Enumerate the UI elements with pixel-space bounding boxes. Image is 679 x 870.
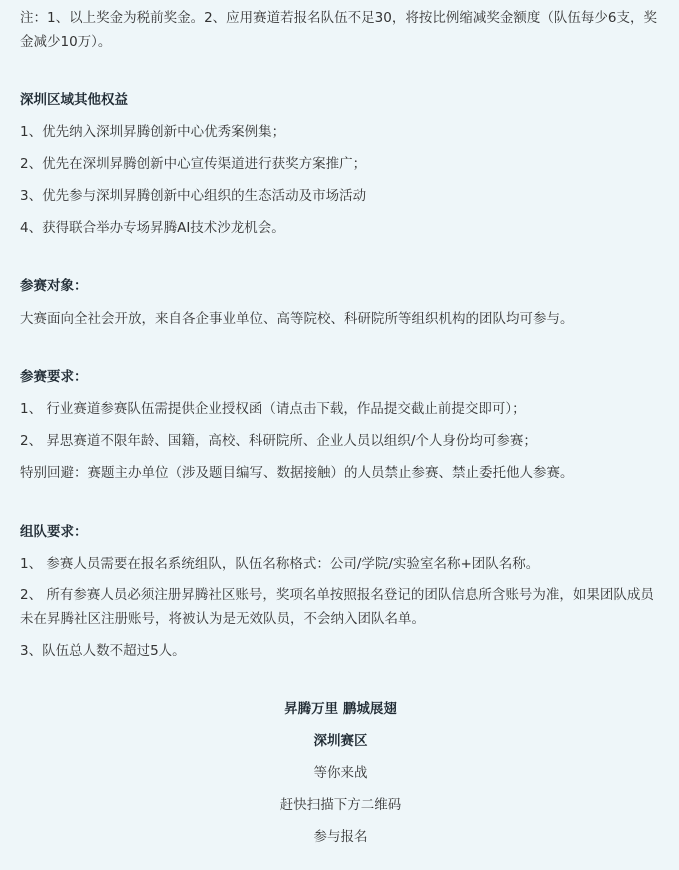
requirements-item-2: 2、 昇思赛道不限年龄、国籍，高校、科研院所、企业人员以组织/个人身份均可参赛； (20, 433, 537, 449)
team-item-1: 1、 参赛人员需要在报名系统组队，队伍名称格式：公司/学院/实验室名称+团队名称。 (20, 556, 540, 572)
team-item-3: 3、队伍总人数不超过5人。 (20, 643, 186, 659)
prize-note: 注：1、以上奖金为税前奖金。2、应用赛道若报名队伍不足30，将按比例缩减奖金额度（队伍每少6支，奖金减少10万）。 (20, 10, 657, 50)
rights-item-3: 3、优先参与深圳昇腾创新中心组织的生态活动及市场活动 (20, 188, 367, 204)
target-heading: 参赛对象： (20, 278, 88, 294)
rights-item-4: 4、获得联合举办专场昇腾AI技术沙龙机会。 (20, 220, 285, 236)
team-heading: 组队要求： (20, 524, 88, 540)
closing-scan-prompt: 赶快扫描下方二维码 (279, 797, 402, 813)
target-text: 大赛面向全社会开放，来自各企事业单位、高等院校、科研院所等组织机构的团队均可参与。 (20, 311, 574, 327)
requirements-item-1: 1、 行业赛道参赛队伍需提供企业授权函（请点击下载，作品提交截止前提交即可）； (20, 401, 526, 417)
closing-region: 深圳赛区 (313, 733, 368, 749)
rights-item-1: 1、优先纳入深圳昇腾创新中心优秀案例集； (20, 124, 286, 140)
closing-signup: 参与报名 (313, 829, 368, 845)
rights-heading: 深圳区域其他权益 (20, 92, 128, 108)
closing-slogan: 昇腾万里 鹏城展翅 (284, 701, 397, 717)
rights-item-2: 2、优先在深圳昇腾创新中心宣传渠道进行获奖方案推广； (20, 156, 367, 172)
closing-invite: 等你来战 (313, 765, 368, 781)
team-item-2: 2、 所有参赛人员必须注册昇腾社区账号，奖项名单按照报名登记的团队信息所含账号为准，如果团队成员未在昇腾社区注册账号，将被认为是无效队员，不会纳入团队名单。 (20, 587, 654, 627)
requirements-heading: 参赛要求： (20, 369, 88, 385)
requirements-avoidance: 特别回避：赛题主办单位（涉及题目编写、数据接触）的人员禁止参赛、禁止委托他人参赛。 (20, 465, 574, 481)
